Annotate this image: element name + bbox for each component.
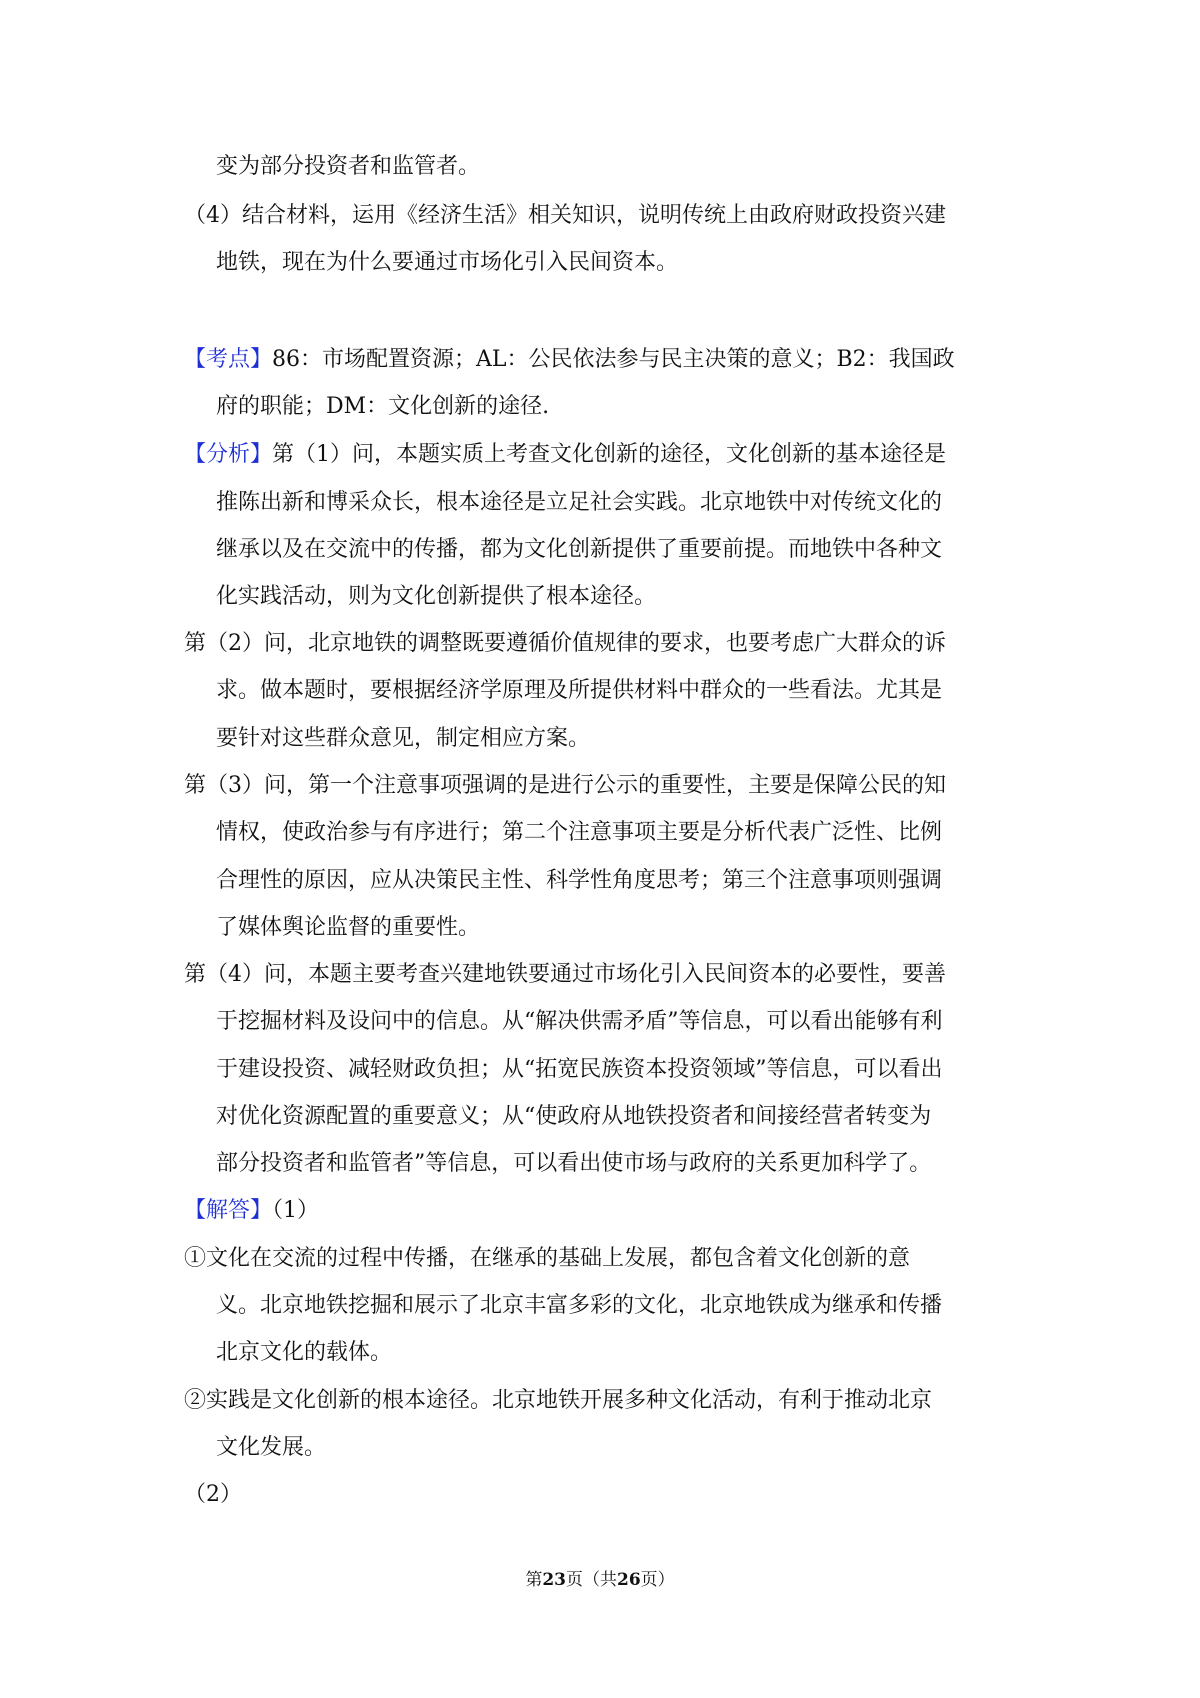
total-page-number: 26: [617, 1570, 641, 1590]
jieda-part-2-number: （2）: [184, 1482, 242, 1507]
fenxi-p4-line-4: 对优化资源配置的重要意义；从“使政府从地铁投资者和间接经营者转变为: [216, 1104, 932, 1129]
kaodian-text-1: 86：市场配置资源；AL：公民依法参与民主决策的意义；B2：我国政: [272, 347, 955, 372]
fenxi-line-1: [184, 440, 946, 470]
jieda-line-1: [184, 1196, 319, 1226]
fenxi-p3-line-4: 了媒体舆论监督的重要性。: [216, 915, 481, 940]
fenxi-p2-line-1: 第（2）问，北京地铁的调整既要遵循价值规律的要求，也要考虑广大群众的诉: [184, 631, 946, 656]
jieda-part-1-number: （1）: [272, 1198, 320, 1223]
question-4-continuation: 变为部分投资者和监管者。: [216, 154, 481, 179]
jieda-a1-line-2: 义。北京地铁挖掘和展示了北京丰富多彩的文化，北京地铁成为继承和传播: [216, 1293, 943, 1318]
jieda-a1-line-3: 北京文化的载体。: [216, 1340, 393, 1365]
jieda-a1-line-1: ①文化在交流的过程中传播，在继承的基础上发展，都包含着文化创新的意: [184, 1246, 911, 1271]
current-page-number: 23: [542, 1570, 566, 1590]
fenxi-p1-line-1: 第（1）问，本题实质上考查文化创新的途径，文化创新的基本途径是: [272, 442, 947, 467]
jieda-label: 【解答】: [184, 1198, 273, 1223]
fenxi-p3-line-1: 第（3）问，第一个注意事项强调的是进行公示的重要性，主要是保障公民的知: [184, 773, 946, 798]
footer-middle: 页（共: [566, 1570, 617, 1590]
fenxi-p3-line-3: 合理性的原因，应从决策民主性、科学性角度思考；第三个注意事项则强调: [216, 868, 943, 893]
fenxi-p3-line-2: 情权，使政治参与有序进行；第二个注意事项主要是分析代表广泛性、比例: [216, 820, 943, 845]
kaodian-line-2: 府的职能；DM：文化创新的途径.: [216, 394, 550, 419]
fenxi-p4-line-1: 第（4）问，本题主要考查兴建地铁要通过市场化引入民间资本的必要性，要善: [184, 962, 946, 987]
fenxi-p1-line-2: 推陈出新和博采众长，根本途径是立足社会实践。北京地铁中对传统文化的: [216, 490, 943, 515]
kaodian-line-1: [184, 345, 955, 375]
fenxi-p4-line-5: 部分投资者和监管者”等信息，可以看出使市场与政府的关系更加科学了。: [216, 1151, 932, 1176]
jieda-a2-line-2: 文化发展。: [216, 1435, 327, 1460]
fenxi-p4-line-3: 于建设投资、减轻财政负担；从“拓宽民族资本投资领域”等信息，可以看出: [216, 1057, 943, 1082]
fenxi-p1-line-4: 化实践活动，则为文化创新提供了根本途径。: [216, 584, 657, 609]
fenxi-p4-line-2: 于挖掘材料及设问中的信息。从“解决供需矛盾”等信息，可以看出能够有利: [216, 1009, 943, 1034]
footer-suffix: 页）: [640, 1570, 675, 1590]
fenxi-p1-line-3: 继承以及在交流中的传播，都为文化创新提供了重要前提。而地铁中各种文: [216, 537, 943, 562]
page-footer: [0, 1568, 1200, 1592]
fenxi-p2-line-2: 求。做本题时，要根据经济学原理及所提供材料中群众的一些看法。尤其是: [216, 678, 943, 703]
fenxi-label: 【分析】: [184, 442, 273, 467]
footer-prefix: 第: [525, 1570, 543, 1590]
question-4-line-1: （4）结合材料，运用《经济生活》相关知识，说明传统上由政府财政投资兴建: [184, 203, 946, 228]
jieda-a2-line-1: ②实践是文化创新的根本途径。北京地铁开展多种文化活动，有利于推动北京: [184, 1388, 933, 1413]
question-4-line-2: 地铁，现在为什么要通过市场化引入民间资本。: [216, 250, 679, 275]
kaodian-label: 【考点】: [184, 347, 273, 372]
fenxi-p2-line-3: 要针对这些群众意见，制定相应方案。: [216, 726, 591, 751]
